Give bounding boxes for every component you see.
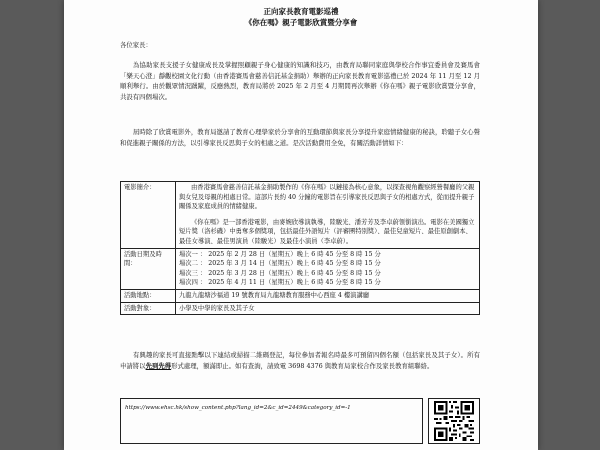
table-row [121,289,480,302]
table-row [121,248,480,289]
qr-code-box [428,398,480,444]
greeting: 各位家長： [120,41,152,49]
intro-text-2: 《你在嗎》是一部香港電影，由麥婉欣導演執導，陸駿光、潘芳芳及李卓蔚領銜演出。電影在美國獨立短片獎（洛杉磯）中勇奪多個獎項，包括最佳外語短片（評審團特別獎）、最佳兒童短片、最佳原創劇本、最佳女導演、最佳男演員（陸駿光）及最佳小演員（李卓蔚）。 [179,218,475,245]
document-subtitle: 《你在嗎》親子電影欣賞暨分享會 [244,18,358,27]
document-title: 正向家長教育電影巡禮 [263,7,339,16]
table-row [121,302,480,315]
document-page [64,0,538,450]
session-2: 場次二 ： 2025 年 3 月 14 日（星期五）晚上 6 時 45 分至 8 時 15 分 [179,260,381,268]
note-part-a: 有興趣的家長可直接點擊以下連結或掃描二維碼登記，每位參加者報名時最多可預留四個名額（包括家長及其子女）。所有申請將以 [120,351,480,370]
registration-link[interactable]: https://www.ehsc.hk/show_content.php?lang_id=2&c_id=2449&category_id=-1 [125,405,351,411]
session-3: 場次三 ： 2025 年 3 月 28 日（星期五）晚上 6 時 45 分至 8 時 15 分 [179,269,381,277]
event-details-table [120,181,480,315]
first-come-emphasis: 先到先得 [145,361,172,370]
target-label: 活動對象： [121,302,176,315]
registration-link-box [120,398,423,444]
session-1: 場次一 ： 2025 年 2 月 28 日（星期五）晚上 6 時 45 分至 8 時 15 分 [179,250,381,258]
registration-note [120,350,480,371]
session-4: 場次四 ： 2025 年 4 月 11 日（星期五）晚上 6 時 45 分至 8 時 15 分 [179,279,381,287]
table-row [121,182,480,249]
venue-value: 九龍九龍塘沙福道 19 號教育局九龍塘教育服務中心西座 4 樓演講廳 [176,289,480,302]
target-value: 小學及中學的家長及其子女 [176,302,480,315]
paragraph-intro: 為協助家長支援子女健康成長及掌握照顧親子身心健康的知識和技巧，由教育局聯同家庭與學校合作事宜委員會及賽馬會「樂天心澄」靜觀校園文化行動（由香港賽馬會慈善信託基金捐助）舉辦的正向家長教育電影巡禮已於 2024 年 11 月至 12 月順利舉行。由於觀眾情況踴躍，反應熱烈，教育局將於 2025 年 2 月至 4 月期間再次舉辦《你在嗎》親子電影欣賞暨分享會，共設有四個場次。 [120,61,480,101]
date-label: 活動日期及時間： [121,248,176,289]
sessions-cell [176,248,480,289]
venue-label: 活動地點： [121,289,176,302]
paragraph-details: 屆時除了欣賞電影外，教育局邀請了教育心理學家於分享會的互動環節與家長分享提升家庭情緒健康的秘訣，聆聽子女心聲和促進親子關係的方法，以引導家長反思與子女的相處之道。是次活動費用全免，有關活動詳情如下： [120,128,480,147]
intro-label: 電影簡介： [121,182,176,249]
qr-code-icon[interactable] [434,401,474,441]
intro-cell [176,182,480,249]
note-part-b: 形式處理，額滿即止。如有查詢，請致電 3698 4376 與教育局家校合作及家長教育組聯絡。 [171,361,434,370]
intro-text-1: 由香港賽馬會慈善信託基金捐助製作的《你在嗎》以鏈接為核心意象，以探查視角觀察經營餐廳的父親與女兒及母親的相處日常。這部片長約 40 分鐘的電影旨在引導家長反思與子女的相處方式，從而提升親子關係及家庭成員的情緒健康。 [179,184,475,211]
